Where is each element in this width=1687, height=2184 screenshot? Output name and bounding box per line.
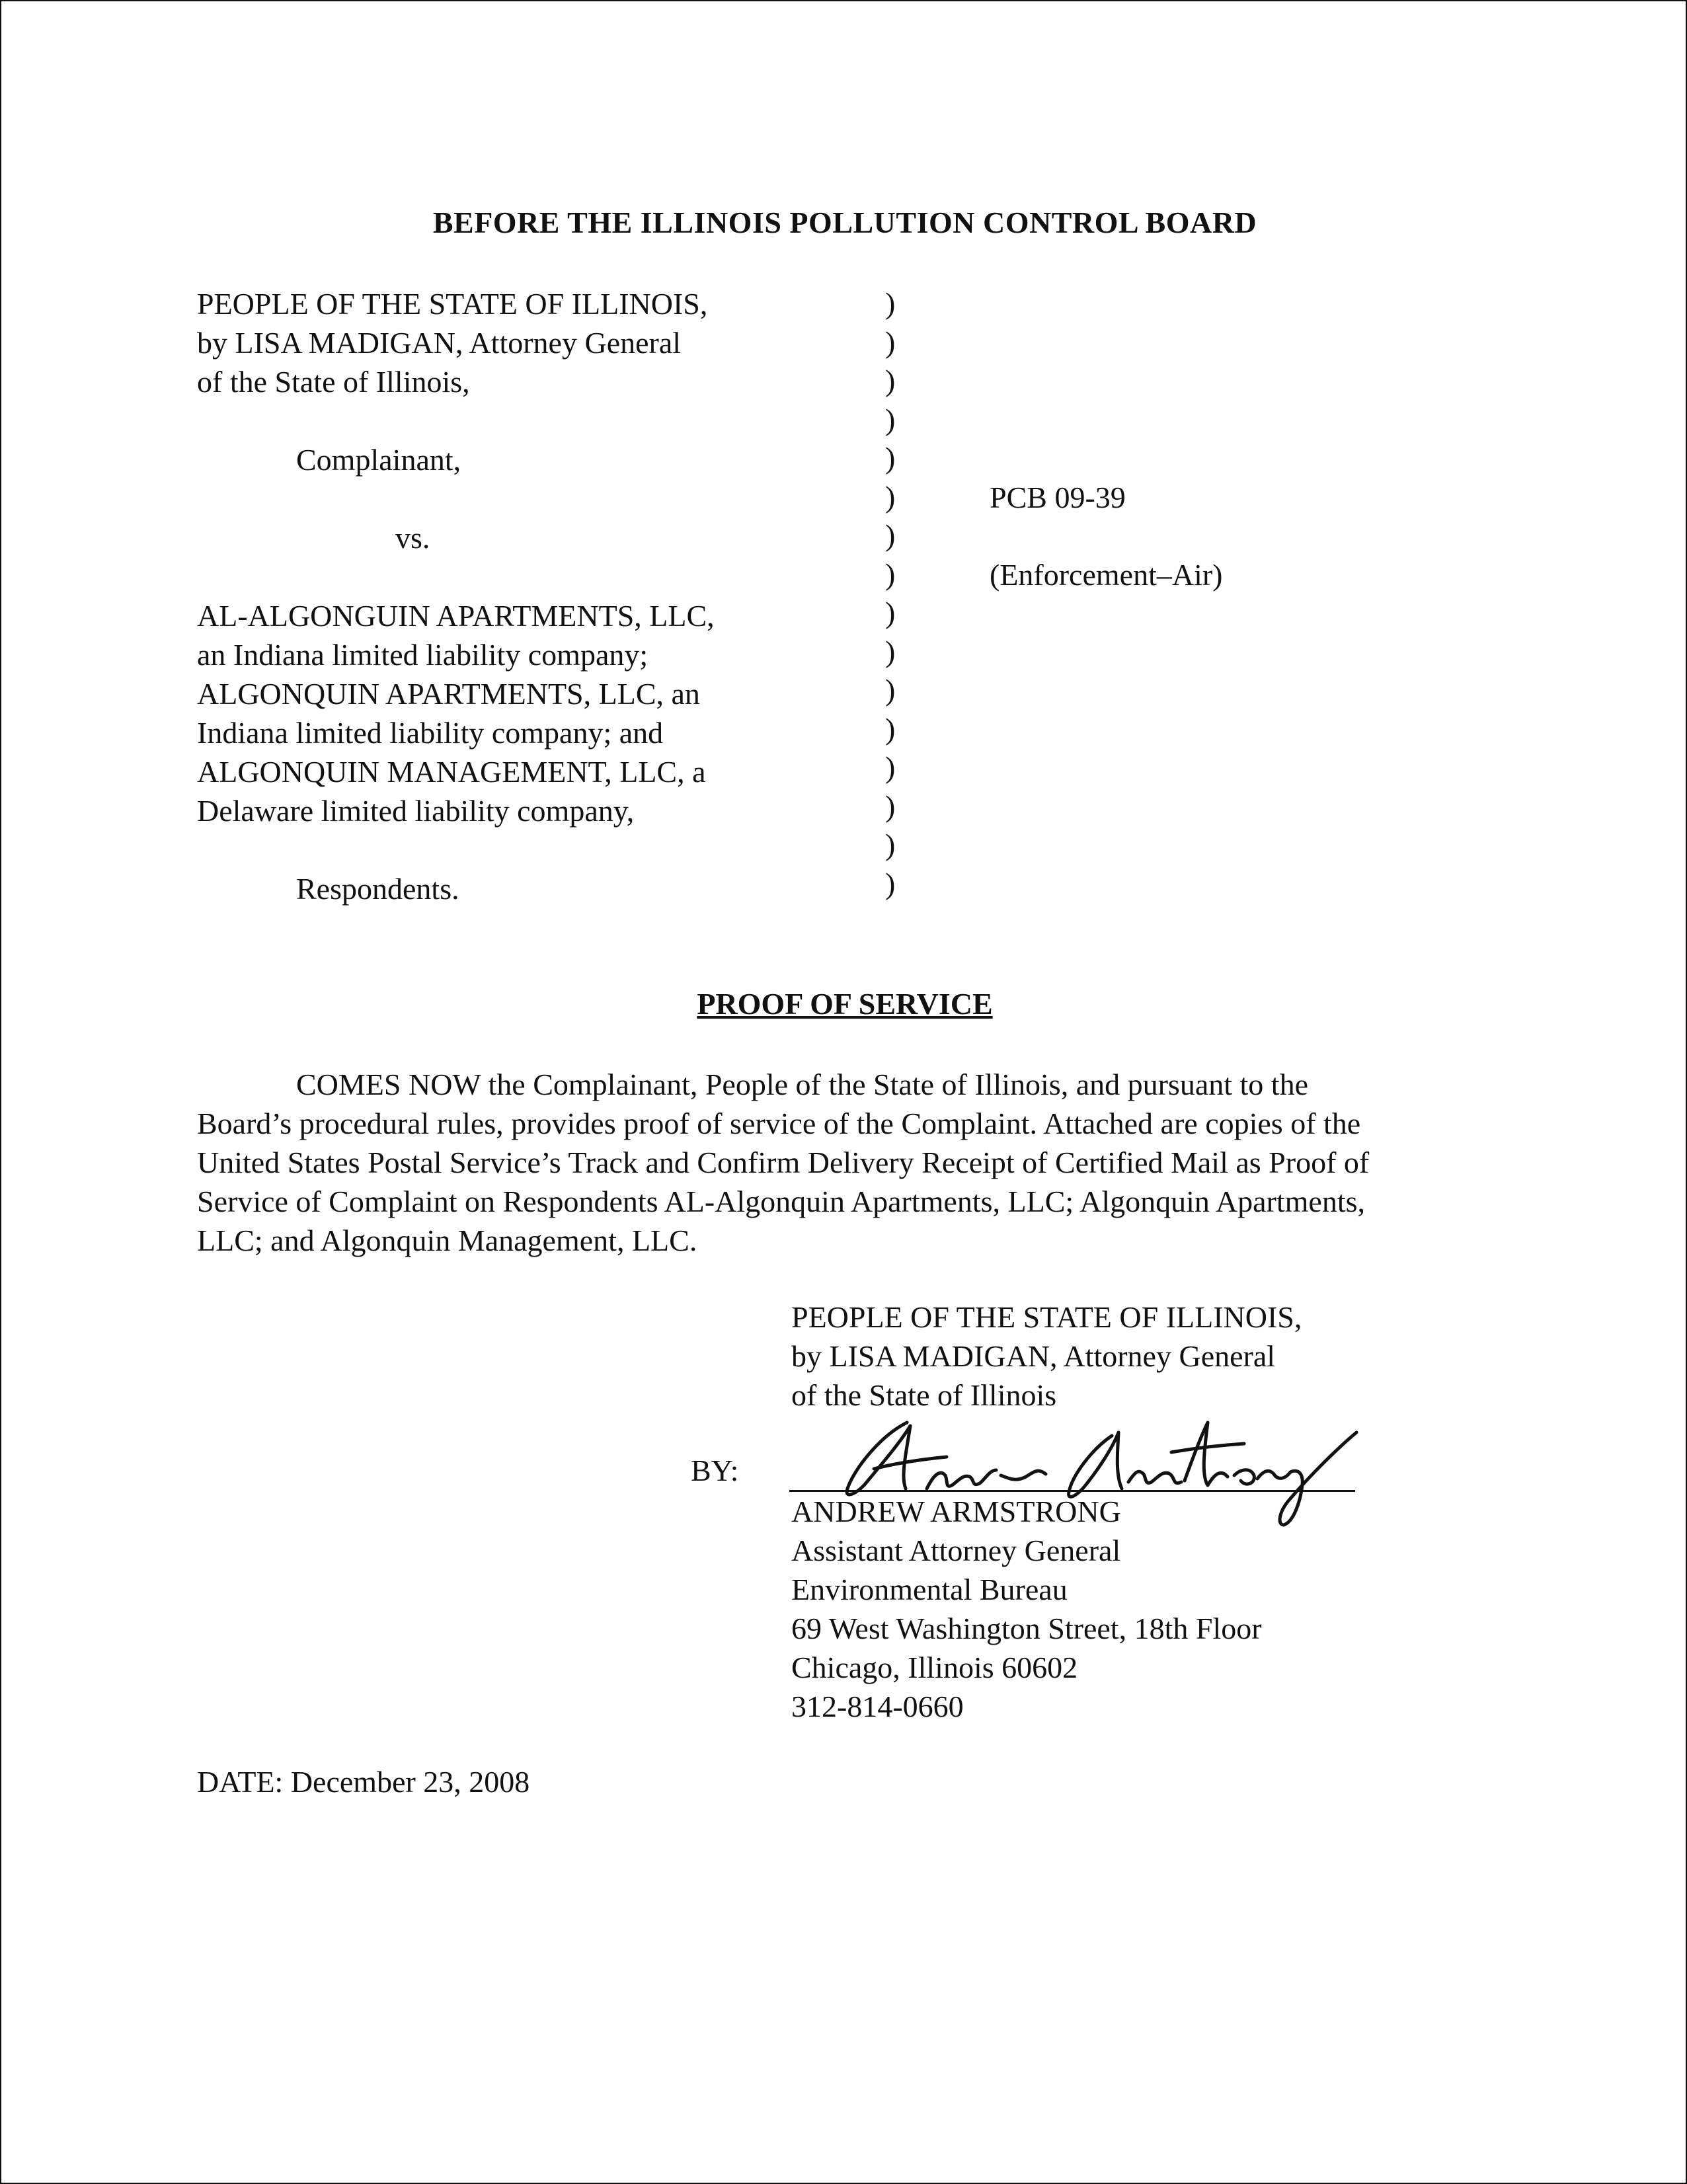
- caption-line: ALGONQUIN APARTMENTS, LLC, an: [197, 677, 700, 711]
- caption-line: [197, 401, 715, 440]
- caption-paren: ): [885, 557, 896, 591]
- caption-line-respondents: Respondents.: [296, 872, 459, 906]
- case-type: (Enforcement–Air): [990, 558, 1223, 592]
- caption-paren: ): [885, 750, 896, 784]
- caption-line: [197, 557, 715, 596]
- party-line: PEOPLE OF THE STATE OF ILLINOIS,: [791, 1300, 1302, 1334]
- caption-paren: ): [885, 286, 896, 320]
- party-line: by LISA MADIGAN, Attorney General: [791, 1339, 1276, 1373]
- caption-line: of the State of Illinois,: [197, 365, 470, 399]
- case-number: PCB 09-39: [990, 481, 1126, 514]
- caption-line: [197, 479, 715, 518]
- by-label: BY:: [691, 1454, 739, 1487]
- caption-line: AL-ALGONGUIN APARTMENTS, LLC,: [197, 599, 715, 633]
- caption-paren: ): [885, 479, 896, 514]
- caption-paren: ): [885, 828, 896, 861]
- caption-line-vs: vs.: [395, 521, 430, 555]
- caption-line: Delaware limited liability company,: [197, 794, 635, 828]
- caption-paren: ): [885, 789, 896, 823]
- signer-city: Chicago, Illinois 60602: [791, 1651, 1078, 1684]
- caption-line: by LISA MADIGAN, Attorney General: [197, 326, 682, 360]
- body-line: LLC; and Algonquin Management, LLC.: [197, 1224, 697, 1257]
- caption-paren: ): [885, 711, 896, 746]
- caption-paren: ): [885, 364, 896, 397]
- signer-details: [791, 1492, 1262, 1726]
- body-paragraph: [197, 1065, 1506, 1260]
- body-line: COMES NOW the Complainant, People of the State of Illinois, and pursuant to the: [296, 1068, 1309, 1101]
- caption-paren: ): [885, 402, 896, 436]
- document-date: DATE: December 23, 2008: [197, 1765, 530, 1799]
- caption-line: ALGONQUIN MANAGEMENT, LLC, a: [197, 755, 706, 789]
- body-line: Service of Complaint on Respondents AL-Algonquin Apartments, LLC; Algonquin Apartments,: [197, 1185, 1366, 1218]
- caption-paren: ): [885, 866, 896, 900]
- signer-title: Assistant Attorney General: [791, 1534, 1121, 1567]
- party-line: of the State of Illinois: [791, 1378, 1057, 1412]
- caption-line-complainant: Complainant,: [296, 443, 461, 477]
- caption-parentheses: [885, 284, 895, 903]
- caption-line: PEOPLE OF THE STATE OF ILLINOIS,: [197, 287, 708, 321]
- document-title: BEFORE THE ILLINOIS POLLUTION CONTROL BOARD: [432, 206, 1257, 239]
- signer-bureau: Environmental Bureau: [791, 1573, 1068, 1606]
- caption-line: an Indiana limited liability company;: [197, 638, 648, 672]
- body-line: United States Postal Service’s Track and Confirm Delivery Receipt of Certified Mail as Proof of: [197, 1146, 1370, 1179]
- body-line: Board’s procedural rules, provides proof of service of the Complaint. Attached are copies of the: [197, 1107, 1361, 1140]
- caption-paren: ): [885, 596, 896, 629]
- section-heading: PROOF OF SERVICE: [697, 987, 993, 1021]
- caption-paren: ): [885, 325, 896, 359]
- caption-paren: ): [885, 441, 896, 475]
- caption-paren: ): [885, 518, 896, 552]
- caption-line: Indiana limited liability company; and: [197, 716, 664, 750]
- caption-parties: [197, 284, 715, 908]
- caption-paren: ): [885, 673, 896, 707]
- signer-phone: 312-814-0660: [791, 1690, 964, 1723]
- caption-line: [197, 830, 715, 869]
- signer-name: ANDREW ARMSTRONG: [791, 1495, 1121, 1528]
- caption-paren: ): [885, 634, 896, 668]
- signer-address: 69 West Washington Street, 18th Floor: [791, 1612, 1262, 1645]
